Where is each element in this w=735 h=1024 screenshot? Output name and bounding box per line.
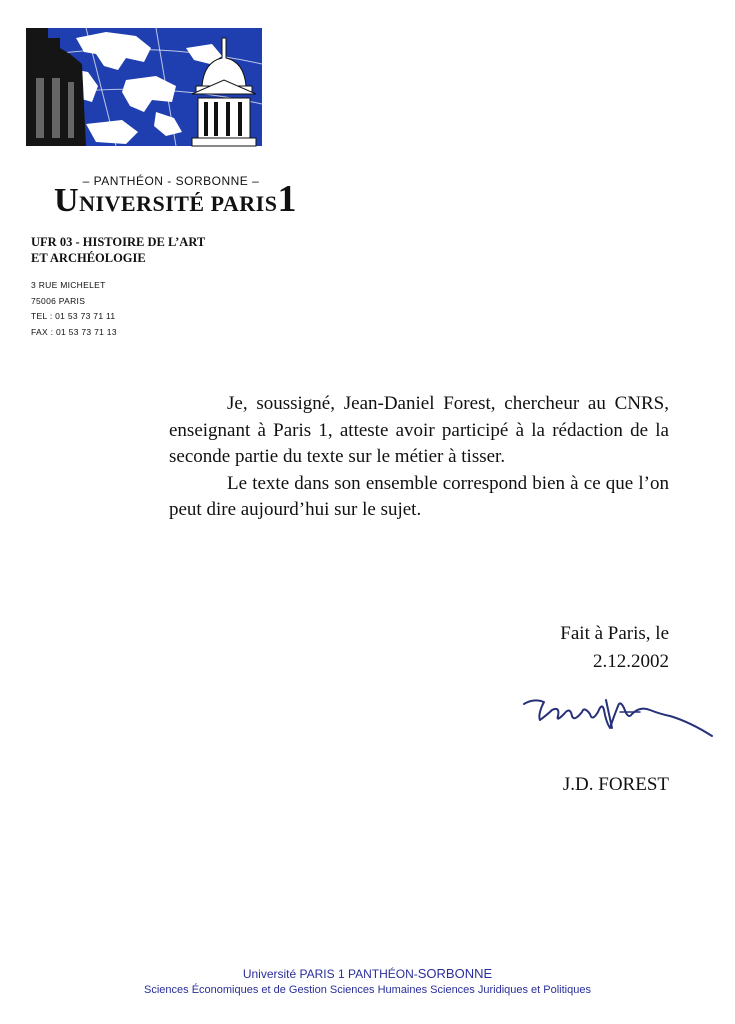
university-logo bbox=[26, 28, 297, 220]
letter-paragraph: Le texte dans son ensemble correspond bien à ce que l’on peut dire aujourd’hui sur le sujet. bbox=[169, 472, 669, 520]
footer-line-1 bbox=[0, 966, 735, 982]
letter-paragraph: Je, soussigné, Jean-Daniel Forest, chercheur au CNRS, enseignant à Paris 1, atteste avoir participé à la rédaction de la seconde partie du texte sur le métier à tisser. bbox=[169, 393, 669, 467]
logo-subtitle: – PANTHÉON - SORBONNE – bbox=[82, 174, 260, 188]
address-line: 75006 PARIS bbox=[31, 295, 86, 306]
address-line: TEL : 01 53 73 71 11 bbox=[31, 311, 116, 321]
place-date bbox=[560, 620, 669, 676]
department-line: UFR 03 - HISTOIRE DE L’ART bbox=[31, 235, 206, 249]
address-line: 3 RUE MICHELET bbox=[31, 280, 106, 290]
footer-line-2: Sciences Économiques et de Gestion Sciences Humaines Sciences Juridiques et Politiques bbox=[144, 984, 591, 996]
logo-title-text: NIVERSITÉ PARIS bbox=[79, 191, 278, 216]
department-name bbox=[31, 234, 205, 266]
logo-title-initial: U bbox=[54, 182, 80, 219]
address-block bbox=[31, 278, 117, 340]
signer-name: J.D. FOREST bbox=[562, 774, 669, 795]
footer-university: Université PARIS 1 PANTHÉON- bbox=[242, 967, 418, 981]
pantheon-sorbonne-map-icon bbox=[26, 28, 262, 148]
signature-image bbox=[520, 692, 720, 742]
address-line: FAX : 01 53 73 71 13 bbox=[31, 326, 117, 337]
place: Fait à Paris, le bbox=[560, 623, 669, 644]
footer-sorbonne: SORBONNE bbox=[417, 966, 493, 981]
footer bbox=[0, 966, 735, 998]
date: 2.12.2002 bbox=[593, 651, 669, 672]
department-line: ET ARCHÉOLOGIE bbox=[31, 251, 146, 265]
logo-title-number: 1 bbox=[277, 178, 297, 220]
letter-body bbox=[169, 391, 669, 524]
